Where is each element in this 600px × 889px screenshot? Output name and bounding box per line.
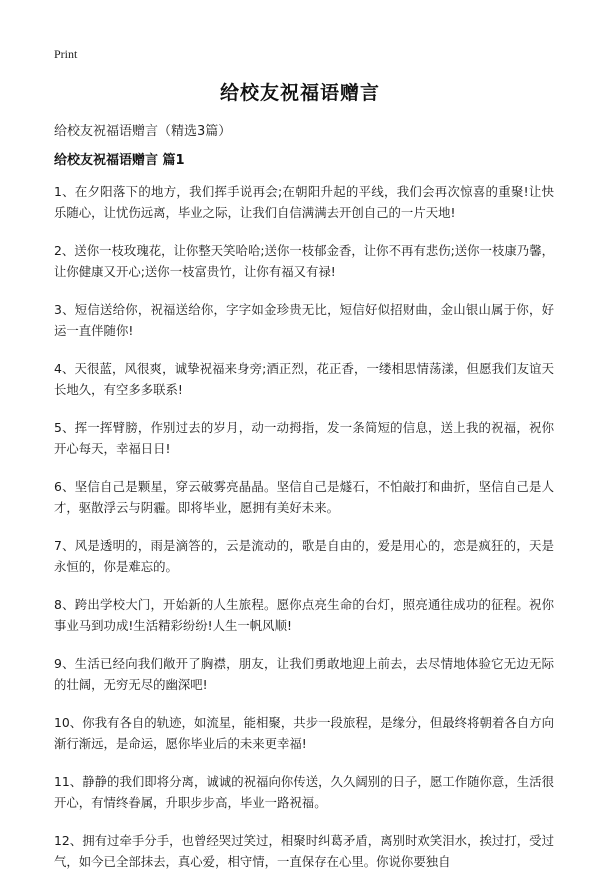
paragraph-1: 1、在夕阳落下的地方，我们挥手说再会;在朝阳升起的平线，我们会再次惊喜的重聚!让快乐随心，让忧伤远离，毕业之际，让我们自信满满去开创自己的一片天地! <box>54 184 554 220</box>
paragraph-7: 7、风是透明的，雨是滴答的，云是流动的，歌是自由的，爱是用心的，恋是疯狂的，天是永恒的，你是难忘的。 <box>54 538 554 574</box>
paragraph-2: 2、送你一枝玫瑰花，让你整天笑哈哈;送你一枝郁金香，让你不再有悲伤;送你一枝康乃馨，让你健康又开心;送你一枝富贵竹，让你有福又有禄! <box>54 243 554 279</box>
paragraph-12: 12、拥有过牵手分手，也曾经哭过笑过，相聚时纠葛矛盾，离别时欢笑泪水，挨过打，受过气，如今已全部抹去，真心爱，相守情，一直保存在心里。你说你要独自 <box>54 833 554 869</box>
section-heading: 给校友祝福语赠言 篇1 <box>54 153 185 168</box>
paragraph-8: 8、跨出学校大门，开始新的人生旅程。愿你点亮生命的台灯，照亮通往成功的征程。祝你事业马到功成!生活精彩纷纷!人生一帆风顺! <box>54 597 554 633</box>
paragraph-9: 9、生活已经向我们敞开了胸襟，朋友，让我们勇敢地迎上前去，去尽情地体验它无边无际的壮阔，无穷无尽的幽深吧! <box>54 656 554 692</box>
print-label[interactable]: Print <box>54 47 78 61</box>
paragraph-5: 5、挥一挥臂膀，作别过去的岁月，动一动拇指，发一条简短的信息，送上我的祝福，祝你开心每天，幸福日日! <box>54 420 554 456</box>
paragraph-3: 3、短信送给你，祝福送给你，字字如金珍贵无比，短信好似招财曲，金山银山属于你，好运一直伴随你! <box>54 302 554 338</box>
paragraph-6: 6、坚信自己是颗星，穿云破雾亮晶晶。坚信自己是燧石，不怕敲打和曲折，坚信自己是人才，驱散浮云与阴霾。即将毕业，愿拥有美好未来。 <box>54 479 554 515</box>
page-title: 给校友祝福语赠言 <box>219 82 380 104</box>
document-body <box>54 181 554 889</box>
paragraph-10: 10、你我有各自的轨迹，如流星，能相聚，共步一段旅程，是缘分，但最终将朝着各自方向渐行渐远，是命运，愿你毕业后的未来更幸福! <box>54 715 554 751</box>
document-subtitle: 给校友祝福语赠言（精选3篇） <box>54 124 232 139</box>
paragraph-11: 11、静静的我们即将分离，诚诚的祝福向你传送，久久阔别的日子，愿工作随你意，生活很开心，有情终眷属，升职步步高，毕业一路祝福。 <box>54 774 554 810</box>
paragraph-4: 4、天很蓝，风很爽，诚挚祝福来身旁;酒正烈，花正香，一缕相思情荡漾，但愿我们友谊天长地久，有空多多联系! <box>54 361 554 397</box>
